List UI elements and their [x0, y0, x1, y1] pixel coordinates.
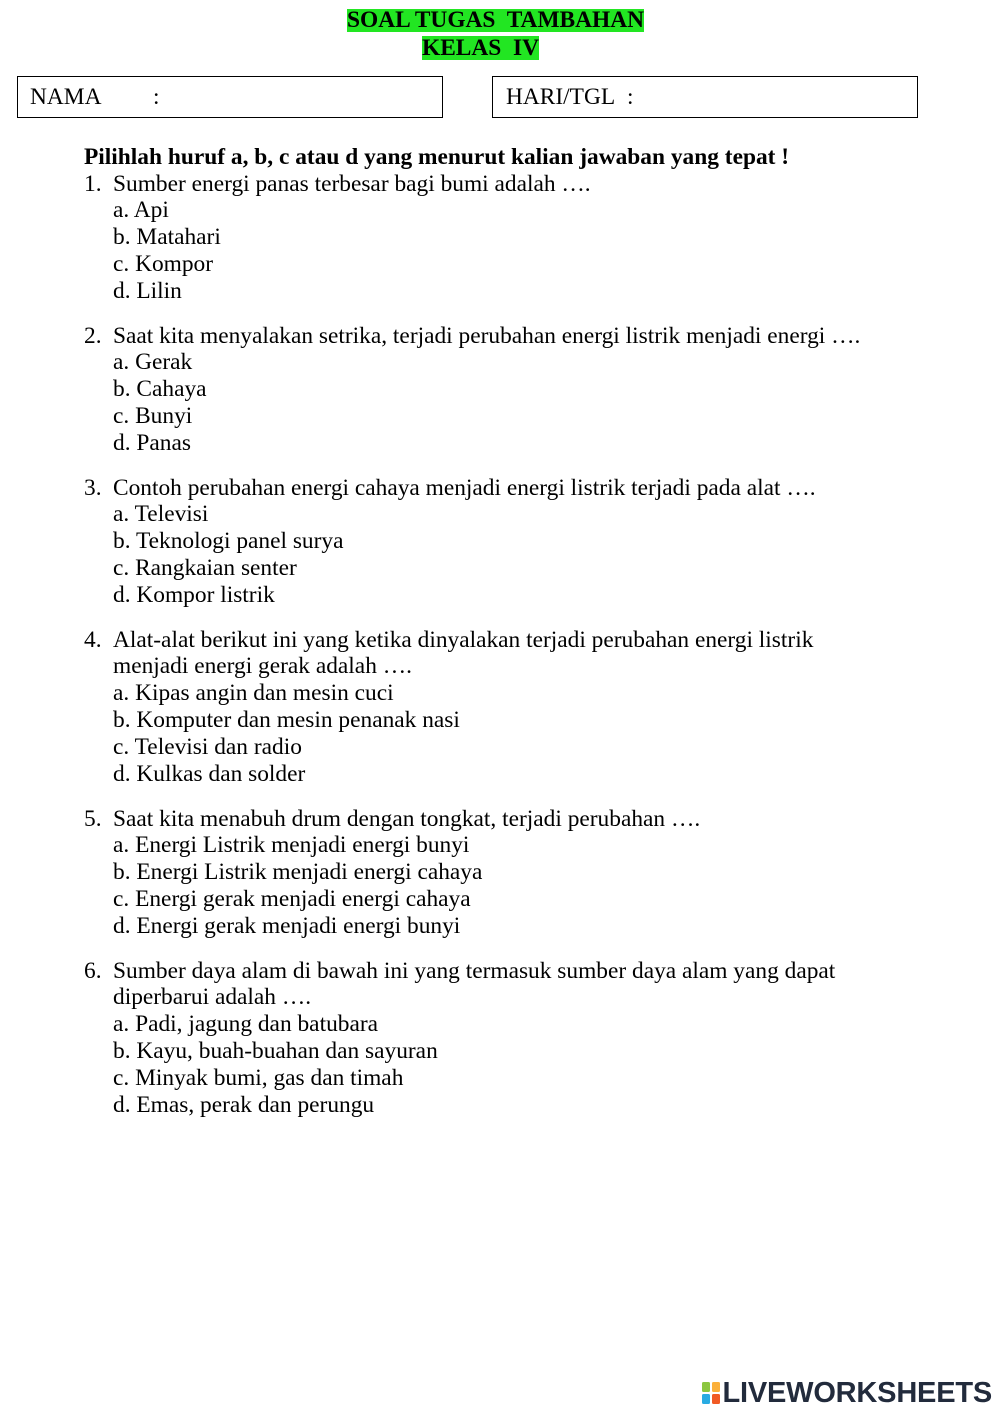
worksheet-title: SOAL TUGAS TAMBAHAN: [347, 7, 644, 33]
option-b: b. Kayu, buah-buahan dan sayuran: [113, 1037, 438, 1064]
question-4: [84, 627, 964, 788]
date-field-box: [492, 76, 918, 118]
question-text: Alat-alat berikut ini yang ketika dinyalakan terjadi perubahan energi listrik: [113, 626, 814, 653]
question-number: 3.: [84, 474, 102, 501]
question-5: [84, 806, 964, 940]
question-text: Sumber energi panas terbesar bagi bumi adalah ….: [113, 170, 591, 197]
option-a: a. Kipas angin dan mesin cuci: [113, 680, 394, 707]
option-b: b. Matahari: [113, 224, 221, 251]
question-text: Contoh perubahan energi cahaya menjadi energi listrik terjadi pada alat ….: [113, 474, 816, 501]
option-a: a. Televisi: [113, 501, 209, 528]
worksheet-class: KELAS IV: [422, 35, 539, 61]
option-b: b. Cahaya: [113, 376, 207, 403]
name-field-box: [17, 76, 443, 118]
option-a: a. Energi Listrik menjadi energi bunyi: [113, 832, 470, 859]
question-text: Saat kita menabuh drum dengan tongkat, terjadi perubahan ….: [113, 805, 701, 832]
question-3: [84, 475, 964, 609]
question-1: [84, 171, 964, 305]
question-number: 6.: [84, 957, 102, 984]
option-d: d. Panas: [113, 429, 191, 456]
option-d: d. Emas, perak dan perungu: [113, 1091, 375, 1118]
liveworksheets-logo[interactable]: [702, 1377, 993, 1409]
question-text-continued: diperbarui adalah ….: [113, 984, 312, 1011]
instruction-text: Pilihlah huruf a, b, c atau d yang menurut kalian jawaban yang tepat !: [84, 144, 790, 170]
option-c: c. Rangkaian senter: [113, 554, 297, 581]
name-separator: :: [153, 84, 160, 110]
option-d: d. Lilin: [113, 277, 182, 304]
option-c: c. Energi gerak menjadi energi cahaya: [113, 885, 471, 912]
liveworksheets-logo-icon: [702, 1382, 720, 1404]
option-a: a. Api: [113, 197, 169, 224]
option-d: d. Kulkas dan solder: [113, 760, 306, 787]
question-text: Saat kita menyalakan setrika, terjadi perubahan energi listrik menjadi energi ….: [113, 322, 861, 349]
date-label: HARI/TGL: [506, 84, 616, 110]
option-d: d. Kompor listrik: [113, 581, 275, 608]
option-c: c. Bunyi: [113, 402, 193, 429]
liveworksheets-logo-text: LIVEWORKSHEETS: [722, 1377, 992, 1409]
date-separator: :: [627, 84, 634, 110]
option-d: d. Energi gerak menjadi energi bunyi: [113, 912, 461, 939]
question-2: [84, 323, 964, 457]
option-b: b. Teknologi panel surya: [113, 528, 344, 555]
question-number: 5.: [84, 805, 102, 832]
question-6: [84, 958, 964, 1119]
question-text: Sumber daya alam di bawah ini yang termasuk sumber daya alam yang dapat: [113, 957, 836, 984]
option-c: c. Kompor: [113, 250, 214, 277]
question-text-continued: menjadi energi gerak adalah ….: [113, 653, 412, 680]
question-number: 1.: [84, 170, 102, 197]
option-a: a. Padi, jagung dan batubara: [113, 1011, 379, 1038]
name-label: NAMA: [30, 84, 102, 110]
option-c: c. Televisi dan radio: [113, 733, 302, 760]
question-number: 2.: [84, 322, 102, 349]
option-a: a. Gerak: [113, 349, 193, 376]
question-number: 4.: [84, 626, 102, 653]
option-c: c. Minyak bumi, gas dan timah: [113, 1064, 404, 1091]
option-b: b. Komputer dan mesin penanak nasi: [113, 706, 460, 733]
option-b: b. Energi Listrik menjadi energi cahaya: [113, 859, 483, 886]
